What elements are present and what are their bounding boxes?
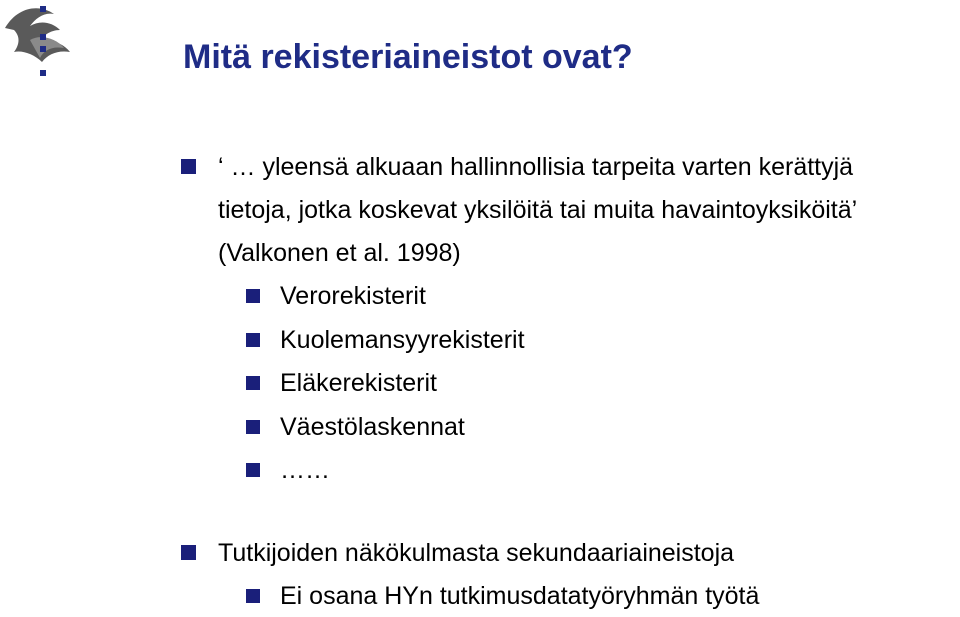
sub-bullet-text: Verorekisterit	[280, 282, 426, 310]
register-examples-list	[181, 275, 941, 493]
square-bullet-icon	[246, 589, 260, 603]
sub-bullet-text: Kuolemansyyrekisterit	[280, 325, 525, 354]
definition-line-3: (Valkonen et al. 1998)	[218, 239, 461, 267]
definition-line-2: tietoja, jotka koskevat yksilöitä tai muita havaintoyksiköitä’	[218, 196, 858, 224]
secondary-line: Tutkijoiden näkökulmasta sekundaariaineistoja	[218, 539, 735, 567]
university-logo-icon	[0, 0, 92, 84]
square-bullet-icon	[181, 159, 196, 174]
bullet-definition	[181, 146, 941, 275]
bullet-block-definition	[181, 146, 941, 493]
list-item	[181, 575, 941, 617]
square-bullet-icon	[246, 463, 260, 477]
sub-bullet-text: Ei osana HYn tutkimusdatatyöryhmän työtä	[280, 582, 760, 610]
square-bullet-icon	[246, 333, 260, 347]
sub-bullet-text: Väestölaskennat	[280, 412, 465, 441]
list-item	[181, 275, 941, 319]
bullet-block-secondary	[181, 532, 941, 617]
list-item	[181, 406, 941, 450]
bullet-secondary	[181, 532, 941, 575]
square-bullet-icon	[246, 376, 260, 390]
slide-title: Mitä rekisteriaineistot ovat?	[183, 38, 633, 76]
square-bullet-icon	[181, 545, 196, 560]
square-bullet-icon	[246, 289, 260, 303]
definition-line-1: ‘ … yleensä alkuaan hallinnollisia tarpeita varten kerättyjä	[218, 153, 854, 181]
list-item	[181, 319, 941, 363]
list-item	[181, 449, 941, 493]
sub-bullet-text: ……	[280, 456, 330, 484]
sub-bullet-text: Eläkerekisterit	[280, 369, 437, 397]
secondary-sub-list	[181, 575, 941, 617]
list-item	[181, 362, 941, 406]
square-bullet-icon	[246, 420, 260, 434]
